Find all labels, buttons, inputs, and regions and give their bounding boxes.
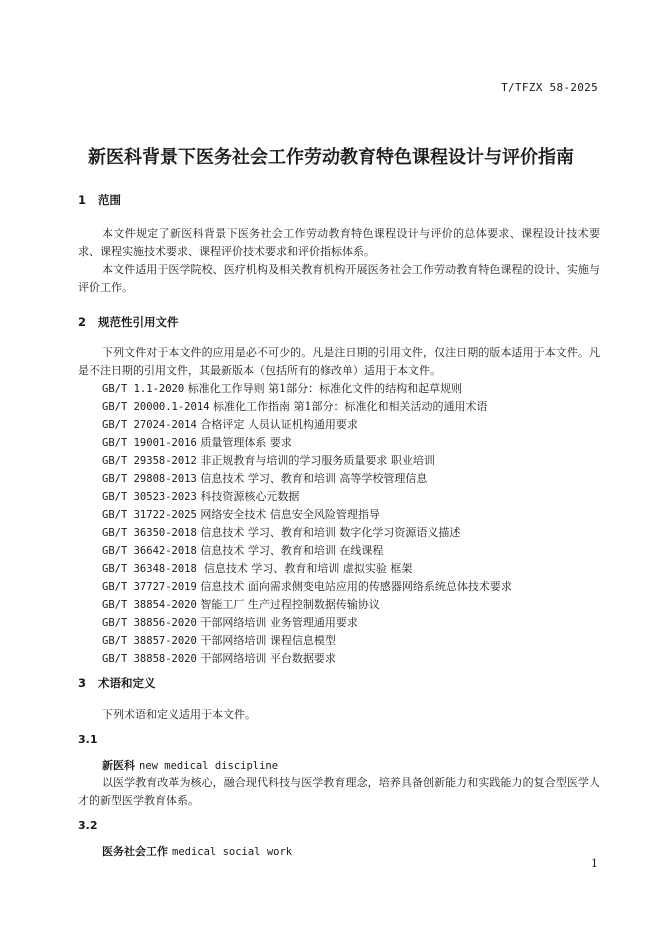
reference-title: 干部网络培训 课程信息模型 xyxy=(200,634,336,647)
reference-title: 质量管理体系 要求 xyxy=(200,436,292,449)
reference-title: 干部网络培训 平台数据要求 xyxy=(200,652,336,665)
section-1-heading xyxy=(78,192,121,208)
reference-code: GB/T 36642-2018 xyxy=(102,545,197,557)
section-3-heading xyxy=(78,675,156,691)
reference-code: GB/T 38857-2020 xyxy=(102,635,197,647)
term-zh: 新医科 xyxy=(102,759,135,772)
reference-title: 信息技术 学习、教育和培训 数字化学习资源语义描述 xyxy=(200,526,461,539)
section-number: 1 xyxy=(78,193,87,207)
reference-code: GB/T 38856-2020 xyxy=(102,617,197,629)
term-number: 3.2 xyxy=(78,819,98,832)
section-title: 规范性引用文件 xyxy=(98,315,179,329)
reference-item xyxy=(102,578,512,596)
reference-item xyxy=(102,560,512,578)
reference-list xyxy=(102,380,512,668)
reference-code: GB/T 29358-2012 xyxy=(102,455,197,467)
reference-code: GB/T 1.1-2020 xyxy=(102,383,185,395)
term-zh: 医务社会工作 xyxy=(102,845,168,858)
term-number: 3.1 xyxy=(78,733,98,746)
reference-title: 网络安全技术 信息安全风险管理指导 xyxy=(200,508,380,521)
reference-code: GB/T 29808-2013 xyxy=(102,473,197,485)
section-title: 术语和定义 xyxy=(98,676,156,690)
reference-code: GB/T 38858-2020 xyxy=(102,653,197,665)
reference-code: GB/T 36350-2018 xyxy=(102,527,197,539)
reference-code: GB/T 38854-2020 xyxy=(102,599,197,611)
reference-item xyxy=(102,380,512,398)
page-number: 1 xyxy=(591,857,598,870)
reference-item xyxy=(102,452,512,470)
reference-title: 标准化工作导则 第1部分：标准化文件的结构和起草规则 xyxy=(187,382,463,395)
reference-item xyxy=(102,416,512,434)
document-id: T/TFZX 58-2025 xyxy=(501,81,598,94)
reference-title: 信息技术 学习、教育和培训 在线课程 xyxy=(200,544,384,557)
reference-item xyxy=(102,596,512,614)
reference-code: GB/T 31722-2025 xyxy=(102,509,197,521)
scope-paragraph-1: 本文件规定了新医科背景下医务社会工作劳动教育特色课程设计与评价的总体要求、课程设计技术要求、课程实施技术要求、课程评价技术要求和评价指标体系。 xyxy=(78,227,600,258)
section-number: 3 xyxy=(78,676,87,690)
reference-title: 干部网络培训 业务管理通用要求 xyxy=(200,616,358,629)
reference-title: 信息技术 学习、教育和培训 虚拟实验 框架 xyxy=(200,562,413,575)
reference-item xyxy=(102,506,512,524)
reference-code: GB/T 37727-2019 xyxy=(102,581,197,593)
reference-item xyxy=(102,650,512,668)
reference-title: 科技资源核心元数据 xyxy=(200,490,300,503)
term-heading xyxy=(102,757,278,773)
section-title: 范围 xyxy=(98,193,121,207)
terms-intro: 下列术语和定义适用于本文件。 xyxy=(102,708,256,721)
references-intro: 下列文件对于本文件的应用是必不可少的。凡是注日期的引用文件，仅注日期的版本适用于本文件。凡是不注日期的引用文件，其最新版本（包括所有的修改单）适用于本文件。 xyxy=(78,346,600,377)
reference-code: GB/T 20000.1-2014 xyxy=(102,401,210,413)
reference-code: GB/T 36348-2018 xyxy=(102,563,197,575)
reference-title: 信息技术 学习、教育和培训 高等学校管理信息 xyxy=(200,472,428,485)
term-heading xyxy=(102,843,292,859)
reference-code: GB/T 30523-2023 xyxy=(102,491,197,503)
reference-item xyxy=(102,488,512,506)
reference-title: 非正规教育与培训的学习服务质量要求 职业培训 xyxy=(200,454,435,467)
reference-title: 标准化工作指南 第1部分：标准化和相关活动的通用术语 xyxy=(212,400,488,413)
term-definition: 以医学教育改革为核心，融合现代科技与医学教育理念，培养具备创新能力和实践能力的复合型医学人才的新型医学教育体系。 xyxy=(78,776,600,807)
reference-item xyxy=(102,470,512,488)
reference-item xyxy=(102,524,512,542)
reference-item xyxy=(102,398,512,416)
reference-title: 智能工厂 生产过程控制数据传输协议 xyxy=(200,598,380,611)
reference-item xyxy=(102,614,512,632)
reference-code: GB/T 27024-2014 xyxy=(102,419,197,431)
reference-item xyxy=(102,434,512,452)
reference-title: 合格评定 人员认证机构通用要求 xyxy=(200,418,358,431)
reference-item xyxy=(102,632,512,650)
scope-paragraph-2: 本文件适用于医学院校、医疗机构及相关教育机构开展医务社会工作劳动教育特色课程的设计、实施与评价工作。 xyxy=(78,263,600,294)
term-en: medical social work xyxy=(172,846,293,858)
section-2-heading xyxy=(78,314,179,330)
reference-item xyxy=(102,542,512,560)
document-title: 新医科背景下医务社会工作劳动教育特色课程设计与评价指南 xyxy=(88,147,574,168)
reference-code: GB/T 19001-2016 xyxy=(102,437,197,449)
section-number: 2 xyxy=(78,315,87,329)
reference-title: 信息技术 面向需求侧变电站应用的传感器网络系统总体技术要求 xyxy=(200,580,512,593)
term-en: new medical discipline xyxy=(139,760,279,772)
